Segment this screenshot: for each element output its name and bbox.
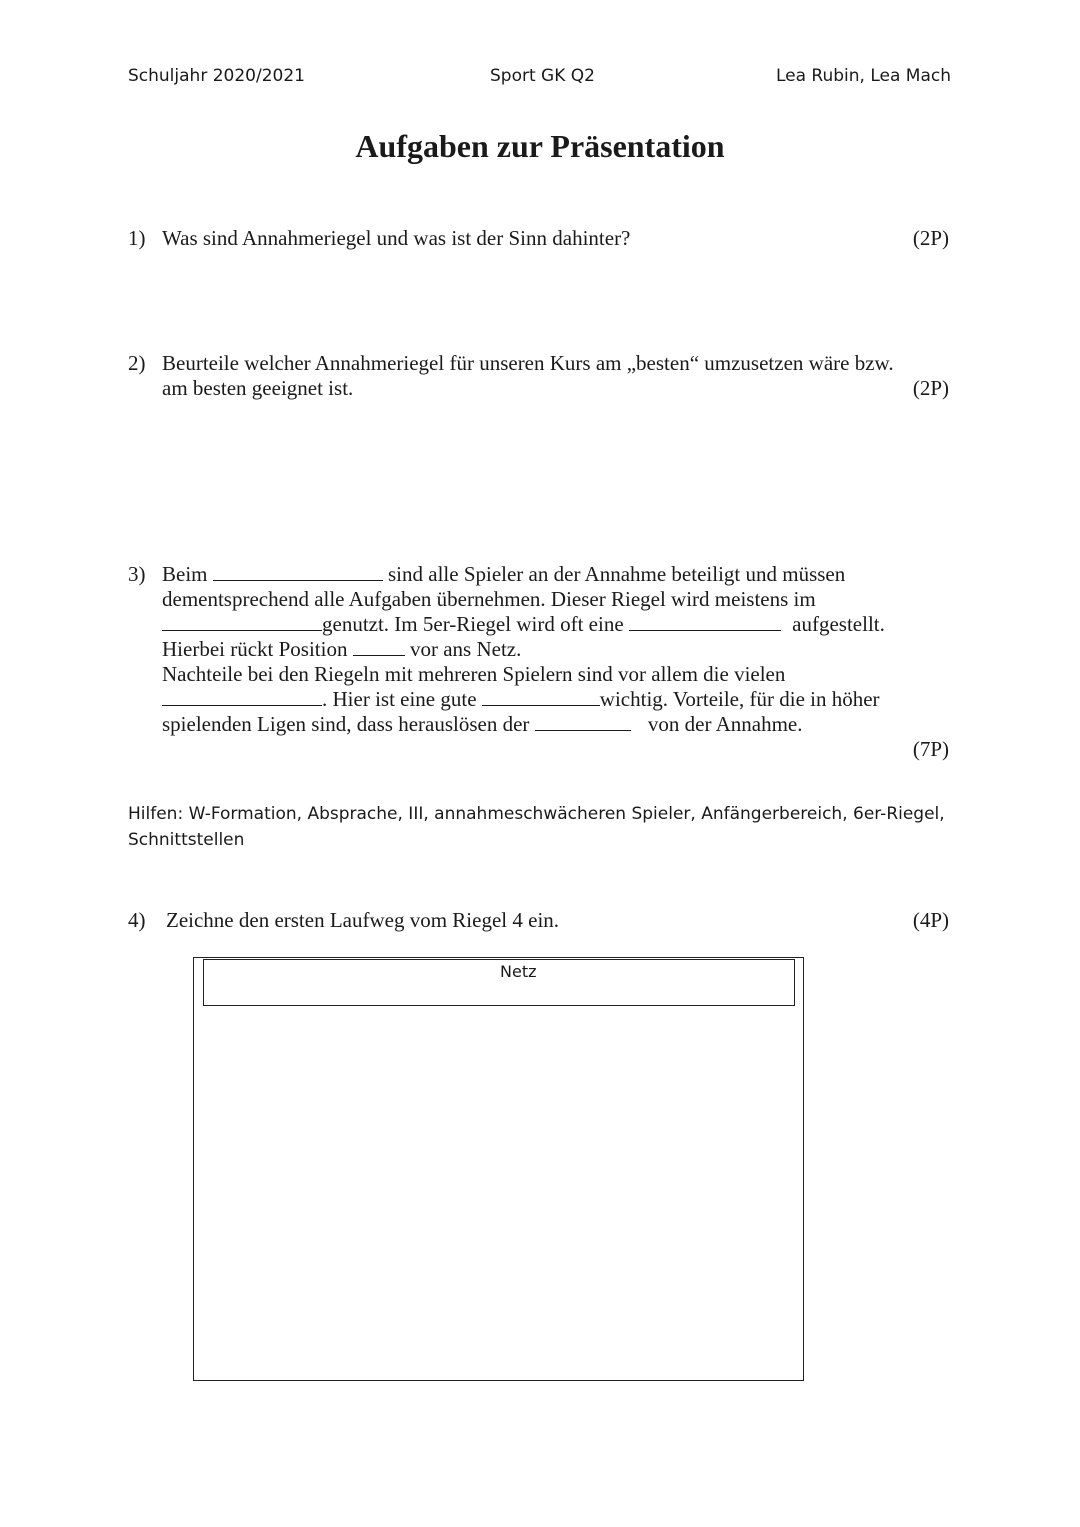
q1-number: 1) bbox=[128, 226, 146, 250]
q3-line-2: dementsprechend alle Aufgaben übernehmen. Dieser Riegel wird meistens im bbox=[162, 587, 816, 611]
fill-in-blank[interactable] bbox=[482, 688, 600, 706]
q3-text: sind alle Spieler an der Annahme beteiligt und müssen bbox=[388, 562, 846, 586]
fill-in-blank[interactable] bbox=[535, 713, 631, 731]
q1-points: (2P) bbox=[912, 226, 949, 250]
q3-line-4 bbox=[162, 637, 521, 662]
q3-line-7 bbox=[162, 712, 802, 737]
net-box bbox=[203, 959, 795, 1006]
q3-text: Hierbei rückt Position bbox=[162, 637, 348, 661]
q4-points: (4P) bbox=[912, 908, 949, 932]
q3-points: (7P) bbox=[912, 737, 949, 761]
q4-number: 4) bbox=[128, 908, 146, 932]
fill-in-blank[interactable] bbox=[629, 613, 781, 631]
header-course: Sport GK Q2 bbox=[490, 66, 595, 86]
header-authors: Lea Rubin, Lea Mach bbox=[775, 66, 951, 86]
q3-line-5: Nachteile bei den Riegeln mit mehreren Spielern sind vor allem die vielen bbox=[162, 662, 786, 686]
q2-line2: am besten geeignet ist. bbox=[162, 376, 354, 400]
fill-in-blank[interactable] bbox=[353, 638, 405, 656]
fill-in-blank[interactable] bbox=[162, 688, 322, 706]
q2-number: 2) bbox=[128, 351, 146, 375]
q3-line-3 bbox=[162, 612, 885, 637]
q3-text: wichtig. Vorteile, für die in höher bbox=[599, 687, 880, 711]
net-label: Netz bbox=[500, 962, 537, 981]
q4-text: Zeichne den ersten Laufweg vom Riegel 4 ein. bbox=[166, 908, 560, 932]
q2-line1: Beurteile welcher Annahmeriegel für unseren Kurs am „besten“ umzusetzen wäre bzw. bbox=[162, 351, 894, 375]
q3-text: . Hier ist eine gute bbox=[322, 687, 477, 711]
q1-text: Was sind Annahmeriegel und was ist der Sinn dahinter? bbox=[162, 226, 631, 250]
q3-text: genutzt. Im 5er-Riegel wird oft eine bbox=[322, 612, 624, 636]
q3-text: von der Annahme. bbox=[647, 712, 803, 736]
q3-line-6 bbox=[162, 687, 880, 712]
q3-text: Beim bbox=[162, 562, 208, 586]
q3-line-1 bbox=[162, 562, 845, 587]
q2-points: (2P) bbox=[912, 376, 949, 400]
court-drawing-area[interactable] bbox=[193, 957, 804, 1381]
header-school-year: Schuljahr 2020/2021 bbox=[128, 66, 305, 86]
q3-text: spielenden Ligen sind, dass herauslösen der bbox=[162, 712, 530, 736]
hints-text: Hilfen: W-Formation, Absprache, III, annahmeschwächeren Spieler, Anfängerbereich, 6er-Riegel, Schnittstellen bbox=[128, 804, 945, 850]
q3-text: aufgestellt. bbox=[792, 612, 885, 636]
fill-in-blank[interactable] bbox=[162, 613, 322, 631]
fill-in-blank[interactable] bbox=[213, 563, 383, 581]
q3-text: vor ans Netz. bbox=[409, 637, 522, 661]
page-title: Aufgaben zur Präsentation bbox=[355, 128, 725, 164]
q3-number: 3) bbox=[128, 562, 146, 586]
